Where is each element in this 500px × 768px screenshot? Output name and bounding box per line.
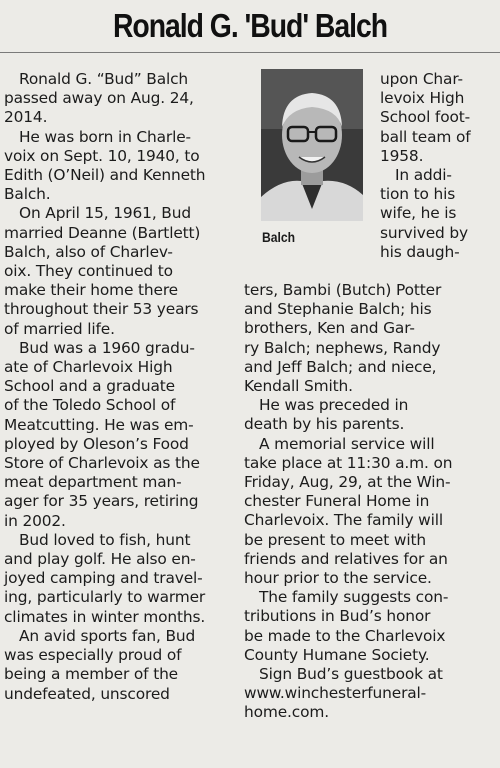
left-column bbox=[4, 70, 240, 704]
text-line: Edith (O’Neil) and Kenneth bbox=[4, 166, 206, 185]
text-line: meat department man- bbox=[4, 473, 182, 492]
text-line: ters, Bambi (Butch) Potter bbox=[244, 281, 442, 299]
text-line: 2014. bbox=[4, 108, 48, 127]
text-line: climates in winter months. bbox=[4, 607, 206, 626]
text-line: The family suggests con- bbox=[259, 588, 449, 607]
text-line: and Stephanie Balch; his bbox=[244, 300, 432, 319]
text-line: survived by bbox=[380, 223, 468, 242]
text-line: tion to his bbox=[380, 185, 456, 204]
obituary-headline: Ronald G. 'Bud' Balch bbox=[112, 7, 388, 44]
text-line: ball team of bbox=[380, 127, 471, 146]
text-line: of the Toledo School of bbox=[4, 396, 176, 415]
text-line: Balch. bbox=[4, 185, 51, 204]
text-line: Ronald G. “Bud” Balch bbox=[19, 70, 189, 88]
text-line: wife, he is bbox=[380, 204, 457, 223]
text-line: www.winchesterfuneral- bbox=[244, 684, 427, 703]
text-line: joyed camping and travel- bbox=[4, 569, 203, 588]
text-line: was especially proud of bbox=[4, 646, 182, 665]
text-line: passed away on Aug. 24, bbox=[4, 89, 194, 108]
text-line: married Deanne (Bartlett) bbox=[4, 223, 201, 242]
text-line: Balch, also of Charlev- bbox=[4, 242, 173, 261]
text-line: be made to the Charlevoix bbox=[244, 626, 446, 645]
text-line: his daugh- bbox=[380, 242, 460, 261]
text-line: home.com. bbox=[244, 703, 329, 722]
text-line: A memorial service will bbox=[259, 434, 435, 453]
text-line: in 2002. bbox=[4, 511, 66, 530]
text-line: tributions in Bud’s honor bbox=[244, 607, 431, 626]
text-line: being a member of the bbox=[4, 665, 179, 684]
text-line: voix on Sept. 10, 1940, to bbox=[4, 146, 200, 165]
text-line: In addi- bbox=[395, 166, 452, 185]
text-line: and Jeff Balch; and niece, bbox=[244, 357, 437, 376]
headline-rule bbox=[0, 52, 500, 53]
text-line: chester Funeral Home in bbox=[244, 492, 430, 511]
text-line: School and a graduate bbox=[4, 377, 175, 396]
text-line: of married life. bbox=[4, 319, 115, 338]
text-line: be present to meet with bbox=[244, 530, 426, 549]
text-line: throughout their 53 years bbox=[4, 300, 199, 319]
text-line: On April 15, 1961, Bud bbox=[19, 204, 191, 223]
text-line: Bud loved to fish, hunt bbox=[19, 530, 191, 549]
text-line: undefeated, unscored bbox=[4, 684, 170, 703]
text-line: hour prior to the service. bbox=[244, 569, 432, 588]
text-line: He was born in Charle- bbox=[19, 127, 191, 146]
right-top-column bbox=[380, 70, 500, 262]
text-line: friends and relatives for an bbox=[244, 549, 448, 568]
text-line: upon Char- bbox=[380, 70, 463, 88]
text-line: School foot- bbox=[380, 108, 471, 127]
text-line: death by his parents. bbox=[244, 415, 405, 434]
text-line: ager for 35 years, retiring bbox=[4, 492, 199, 511]
text-line: take place at 11:30 a.m. on bbox=[244, 453, 453, 472]
text-line: oix. They continued to bbox=[4, 262, 173, 281]
text-line: Sign Bud’s guestbook at bbox=[259, 665, 443, 684]
text-line: brothers, Ken and Gar- bbox=[244, 319, 415, 338]
right-bottom-column bbox=[244, 281, 500, 723]
text-line: An avid sports fan, Bud bbox=[19, 626, 196, 645]
text-line: Meatcutting. He was em- bbox=[4, 415, 194, 434]
portrait-image bbox=[261, 69, 363, 221]
text-line: and play golf. He also en- bbox=[4, 550, 196, 569]
text-line: Store of Charlevoix as the bbox=[4, 454, 200, 473]
text-line: Friday, Aug, 29, at the Win- bbox=[244, 473, 451, 492]
text-line: Charlevoix. The family will bbox=[244, 511, 443, 530]
photo-caption: Balch bbox=[262, 230, 296, 245]
text-line: ing, particularly to warmer bbox=[4, 588, 206, 607]
text-line: 1958. bbox=[380, 146, 424, 165]
text-line: make their home there bbox=[4, 281, 178, 300]
text-line: Kendall Smith. bbox=[244, 377, 353, 396]
portrait-photo bbox=[261, 69, 363, 221]
text-line: Bud was a 1960 gradu- bbox=[19, 338, 195, 357]
text-line: levoix High bbox=[380, 89, 465, 108]
text-line: ate of Charlevoix High bbox=[4, 358, 173, 377]
text-line: He was preceded in bbox=[259, 396, 409, 415]
text-line: ry Balch; nephews, Randy bbox=[244, 338, 441, 357]
text-line: ployed by Oleson’s Food bbox=[4, 434, 189, 453]
text-line: County Humane Society. bbox=[244, 645, 430, 664]
